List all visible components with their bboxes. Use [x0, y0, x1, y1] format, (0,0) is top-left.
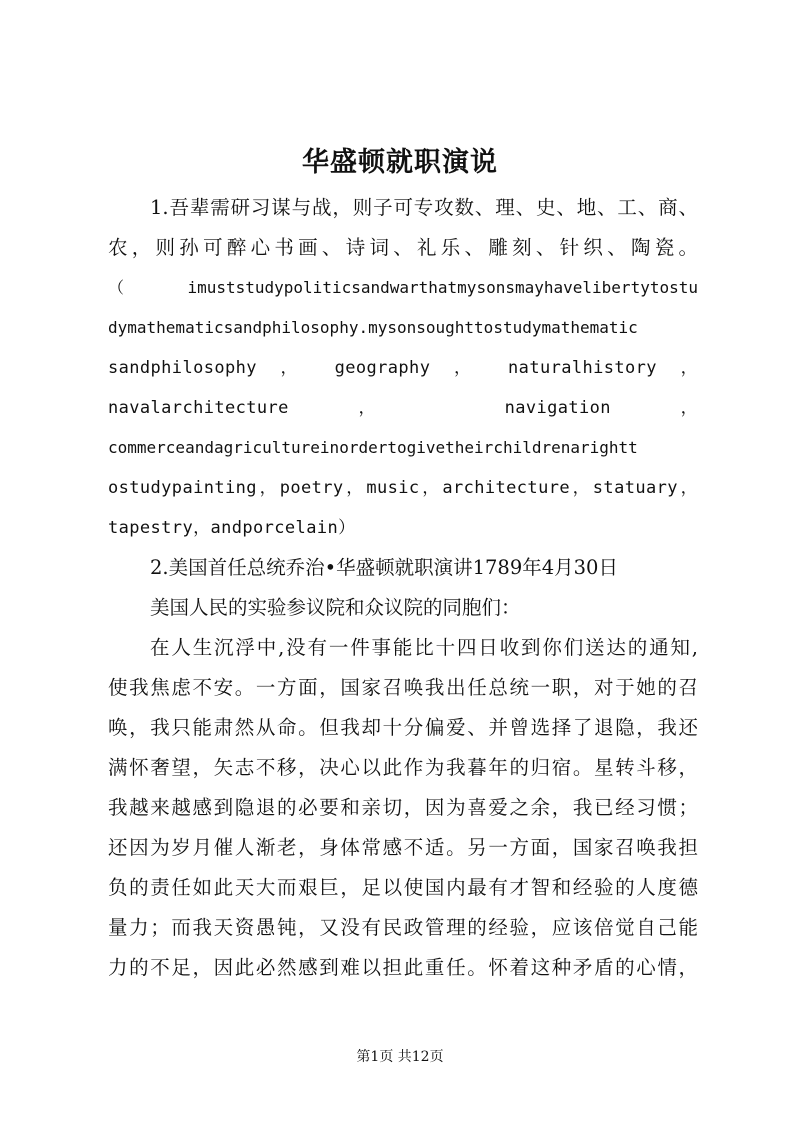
salutation-line: 美国人民的实验参议院和众议院的同胞们： [150, 596, 521, 619]
document-body [108, 188, 698, 988]
english-translation-line: ostudypainting，poetry，music，architecture，statuary， [108, 478, 698, 498]
page-title: 华盛顿就职演说 [302, 147, 498, 178]
english-translation-line: dymathematicsandphilosophy.mysonsoughttostudymathematic [108, 318, 638, 337]
english-translation-line: （imuststudypoliticsandwarthatmysonsmayhavelibertytostu [108, 278, 698, 297]
paragraph-line: 农，则孙可醉心书画、诗词、礼乐、雕刻、针织、陶瓷。 [108, 236, 698, 259]
paragraph-line: 在人生沉浮中,没有一件事能比十四日收到你们送达的通知, [150, 636, 698, 659]
english-translation-line: sandphilosophy ， geography ， naturalhistory ， [108, 358, 698, 378]
section-heading-line: 2.美国首任总统乔治•华盛顿就职演讲1789年4月30日 [150, 556, 618, 579]
paragraph-line: 唤，我只能肃然从命。但我却十分偏爱、并曾选择了退隐，我还 [108, 716, 698, 739]
paragraph-line: 我越来越感到隐退的必要和亲切，因为喜爱之余，我已经习惯； [108, 796, 698, 819]
paragraph-line: 还因为岁月催人渐老，身体常感不适。另一方面，国家召唤我担 [108, 836, 698, 859]
english-translation-line: navalarchitecture ， navigation ， [108, 398, 698, 418]
page-number-footer: 第1页 共12页 [356, 1049, 444, 1065]
paragraph-line: 1.吾辈需研习谋与战，则子可专攻数、理、史、地、工、商、 [150, 196, 698, 219]
paragraph-line: 负的责任如此天大而艰巨，足以使国内最有才智和经验的人度德 [108, 876, 698, 899]
paragraph-line: 使我焦虑不安。一方面，国家召唤我出任总统一职，对于她的召 [108, 676, 698, 699]
paragraph-line: 力的不足，因此必然感到难以担此重任。怀着这种矛盾的心情， [108, 956, 698, 979]
english-translation-line: tapestry，andporcelain） [108, 518, 356, 538]
paragraph-line: 量力；而我天资愚钝，又没有民政管理的经验，应该倍觉自己能 [108, 916, 698, 939]
paragraph-line: 满怀奢望，矢志不移，决心以此作为我暮年的归宿。星转斗移， [108, 756, 698, 779]
english-translation-line: commerceandagricultureinordertogivetheirchildrenarightt [108, 438, 638, 457]
